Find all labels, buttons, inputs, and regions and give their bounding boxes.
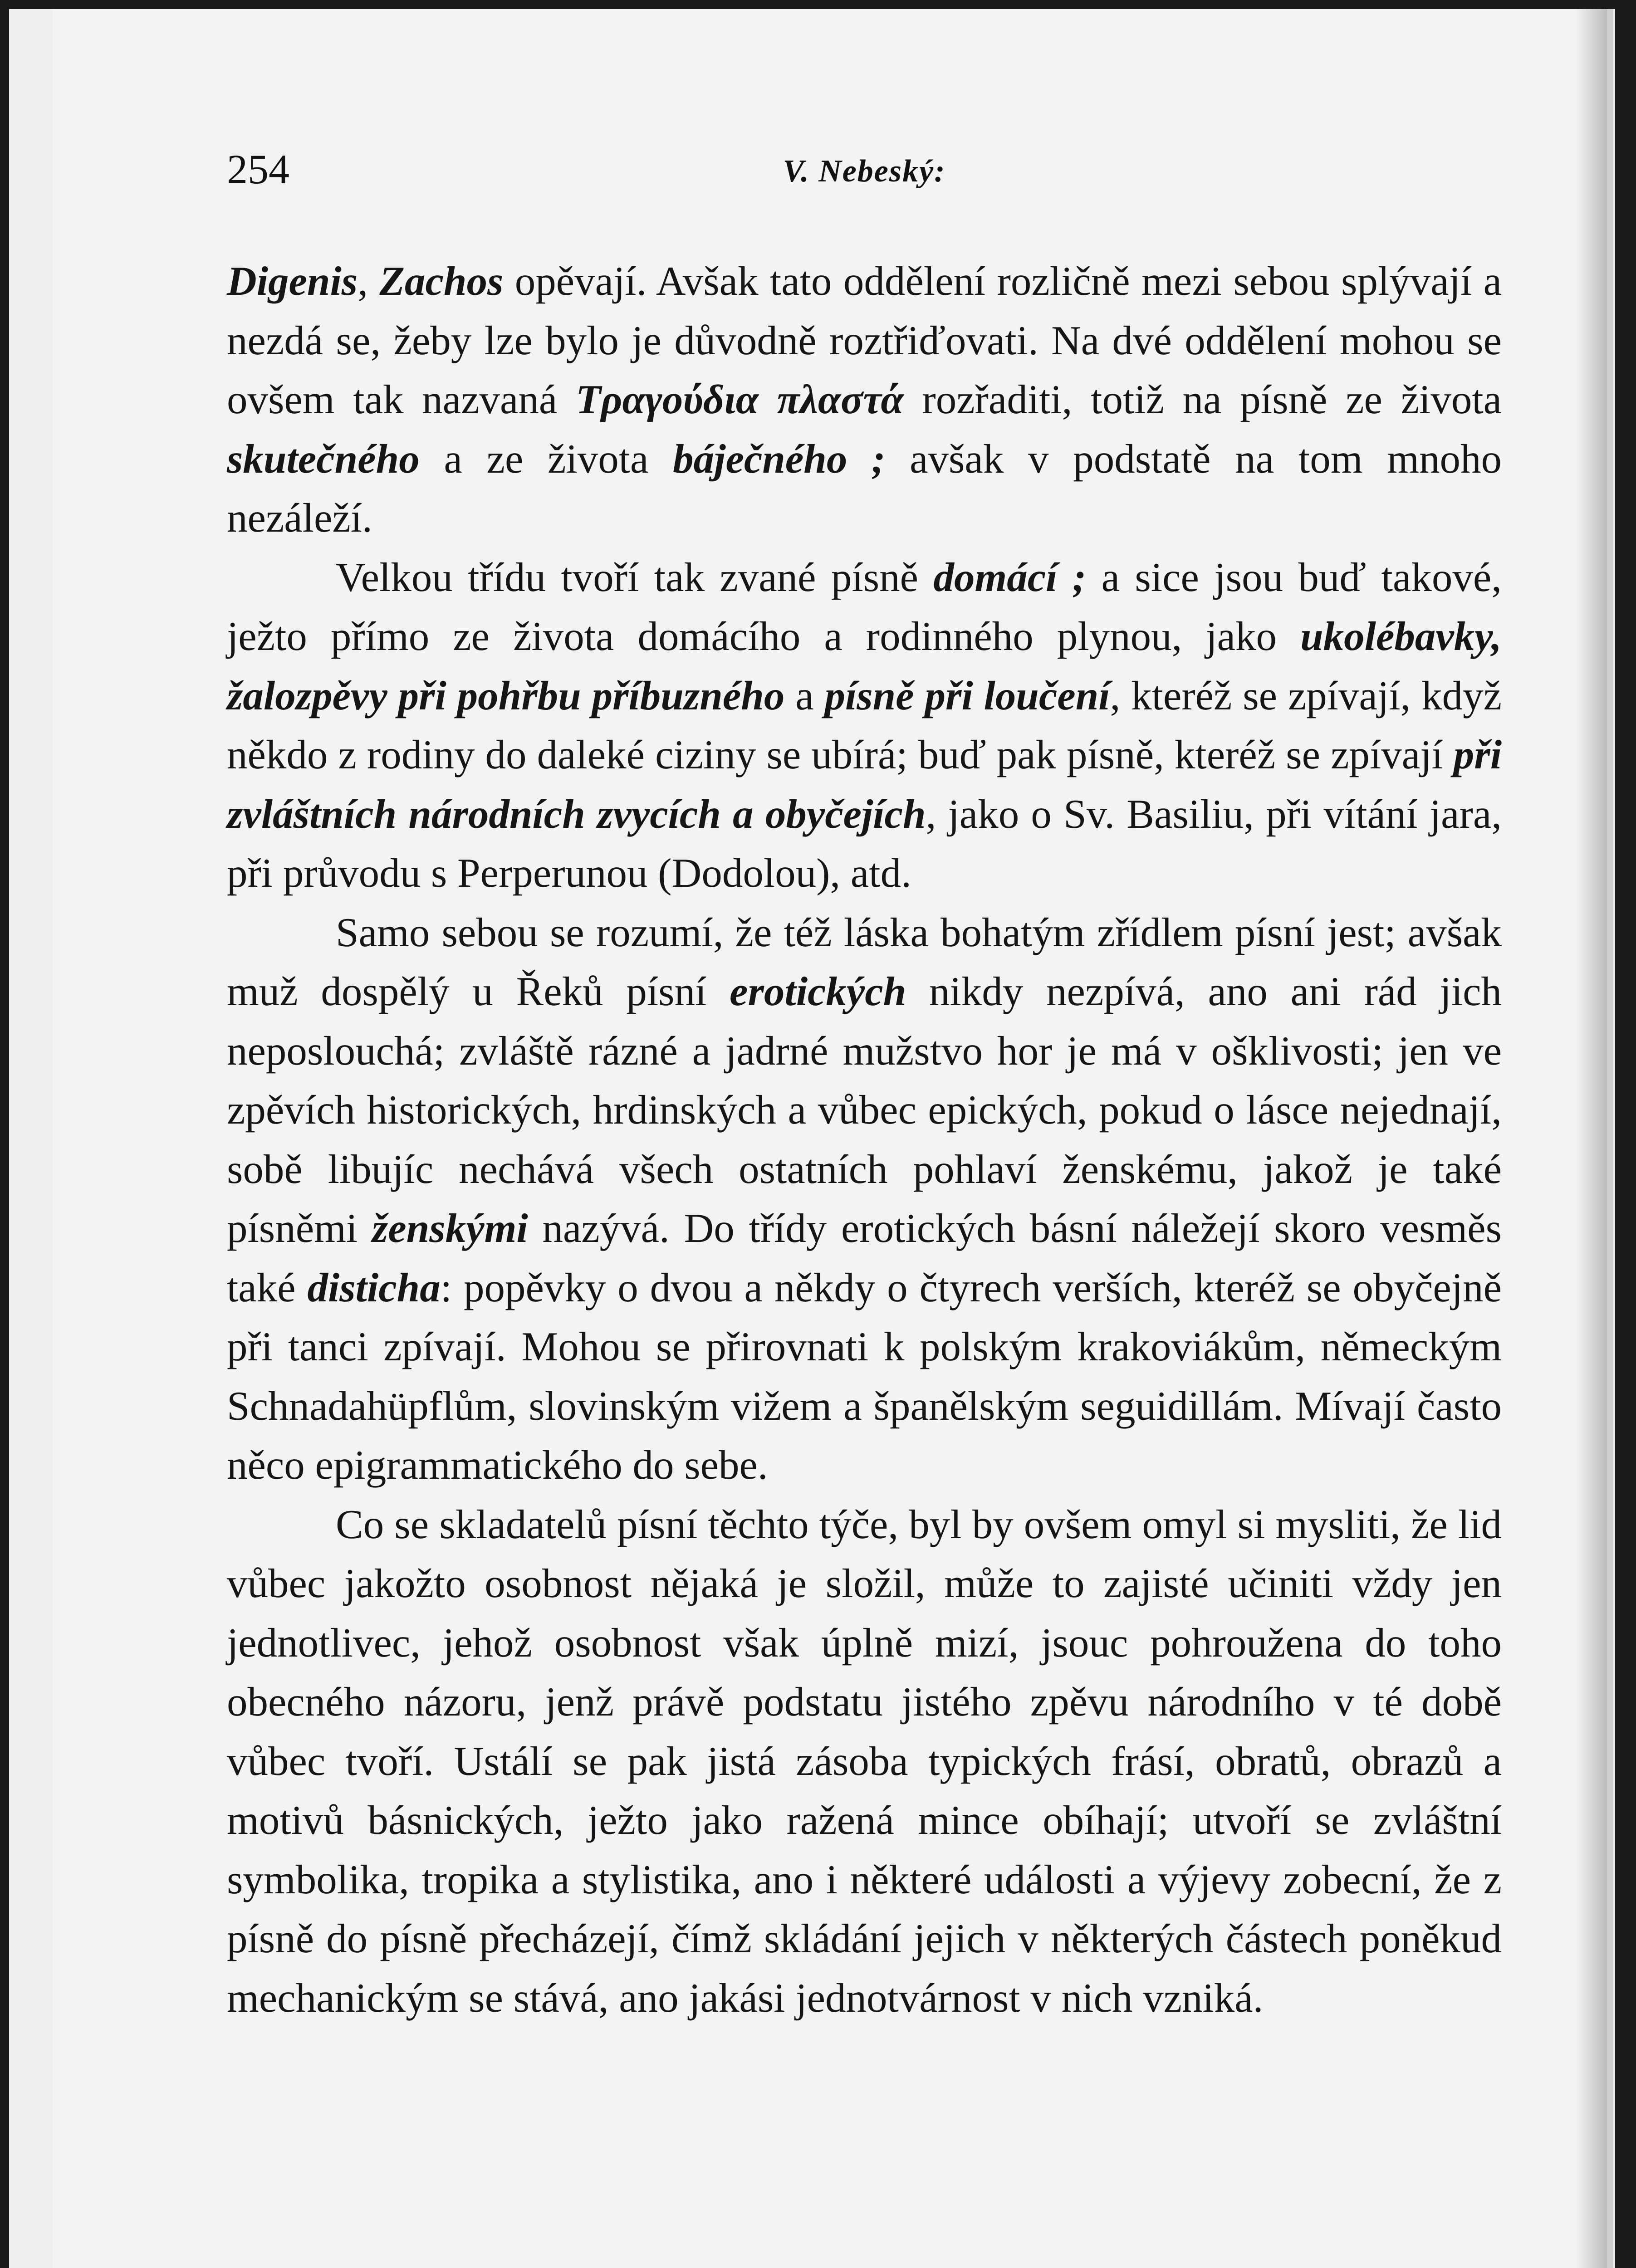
page-header (227, 145, 1502, 204)
italic-term: při zvláštních národních zvycích a obyčejích (227, 732, 1502, 837)
italic-term: disticha (307, 1264, 441, 1310)
text-run: rozřaditi, totiž na písně ze života (903, 376, 1502, 422)
text-run: a ze života (419, 435, 673, 482)
text-run: : popěvky o dvou a někdy o čtyrech verších, kteréž se obyčejně při tanci zpívají. Mohou se přirovnati k polským krakoviákům, německým Schnadahüpflům, slovinským vižem a španělským seguidillám. Mívají často něco epigrammatického do sebe. (227, 1264, 1502, 1488)
text-run: Samo sebou se rozumí, že též láska bohatým zřídlem písní jest; avšak muž dospělý u Řeků písní (227, 909, 1502, 1014)
italic-term: skutečného (227, 435, 420, 482)
italic-term: Τραγούδια πλαστά (576, 376, 904, 422)
paragraph (227, 1495, 1502, 2028)
text-run: Co se skladatelů písní těchto týče, byl by ovšem omyl si mysliti, že lid vůbec jakožto osobnost nějaká je složil, může to zajisté učiniti vždy jen jednotlivec, jehož osobnost však úplně mizí, jsouc pohroužena do toho obecného názoru, jenž právě podstatu jistého zpěvu národního v té době vůbec tvoří. Ustálí se pak jistá zásoba typických frásí, obratů, obrazů a motivů básnických, ježto jako ražená mince obíhají; utvoří se zvláštní symbolika, tropika a stylistika, ano i některé události a výjevy zobecní, že z písně do písně přecházejí, čímž skládání jejich v některých částech poněkud mechanickým se stává, ano jakási jednotvárnost v nich vzniká. (227, 1501, 1502, 2021)
text-run: a (784, 672, 825, 719)
italic-term: Zachos (379, 258, 504, 304)
running-head: V. Nebeský: (783, 154, 946, 189)
text-run: , kteréž se zpívají, když někdo z rodiny do daleké ciziny se ubírá; buď pak písně, kteréž se zpívají (227, 672, 1502, 777)
paragraph (227, 252, 1502, 548)
text-run: opěvají. Avšak tato oddělení rozličně mezi sebou splývají a nezdá se, žeby lze bylo je důvodně roztřiďovati. Na dvé oddělení mohou se ovšem tak nazvaná (227, 258, 1502, 422)
text-run: nikdy nezpívá, ano ani rád jich neposlouchá; zvláště rázné a jadrné mužstvo hor je má v ošklivosti; jen ve zpěvích historických, hrdinských a vůbec epických, pokud o lásce nejednají, sobě libujíc nechává všech ostatních pohlaví ženskému, jakož je také písněmi (227, 968, 1502, 1251)
body-text (227, 252, 1502, 2028)
text-run: a sice jsou buď takové, ježto přímo ze života domácího a rodinného plynou, jako (227, 554, 1502, 659)
italic-term: ukolébavky, žalozpěvy při pohřbu příbuzného (227, 613, 1502, 719)
italic-term: písně při loučení (824, 672, 1110, 719)
text-run: , jako o Sv. Basiliu, při vítání jara, při průvodu s Perperunou (Dodolou), atd. (227, 791, 1502, 896)
italic-term: ženskými (372, 1205, 528, 1251)
text-run: nazývá. Do třídy erotických básní náležejí skoro vesměs také (227, 1205, 1502, 1310)
text-run: avšak v podstatě na tom mnoho nezáleží. (227, 435, 1502, 541)
paragraph (227, 903, 1502, 1495)
italic-term: Digenis (227, 258, 358, 304)
italic-term: erotických (730, 968, 906, 1014)
italic-term: báječného ; (673, 435, 886, 482)
text-run: , (358, 258, 380, 304)
page-edge-shadow (1575, 9, 1607, 2268)
page-number: 254 (227, 146, 289, 192)
text-run: Velkou třídu tvoří tak zvané písně (336, 554, 934, 600)
paragraph (227, 548, 1502, 903)
italic-term: domácí ; (933, 554, 1087, 600)
